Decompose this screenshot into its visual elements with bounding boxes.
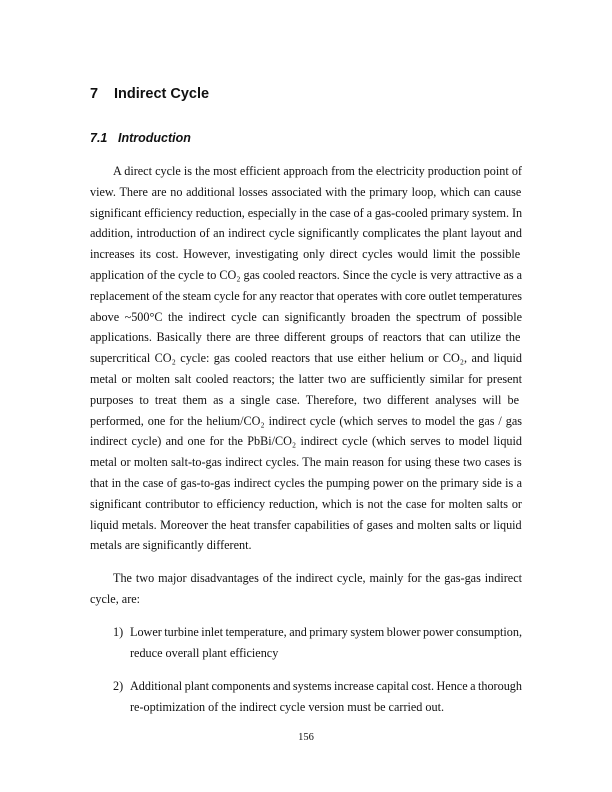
text-line: above ~500°C the indirect cycle can significantly broaden the spectrum of possible [90,309,522,324]
text-line: application of the cycle to CO₂ gas cooled reactors. Since the cycle is very attractive as a [90,268,523,282]
section-title: Introduction [118,131,191,145]
text-line: A direct cycle is the most efficient approach from the electricity production point of [113,164,522,178]
chapter-number: 7 [90,86,99,102]
page-number: 156 [298,732,314,743]
section-number: 7.1 [90,131,108,145]
text-line: replacement of the steam cycle for any reactor that operates with core outlet temperatures [90,288,522,303]
text-line: Additional plant components and systems increase capital cost. Hence a thorough [130,679,522,693]
text-line: metal or molten salt cooled reactors; the latter two are sufficiently similar for present [90,372,522,386]
text-line: performed, one for the helium/CO₂ indirect cycle (which serves to model the gas / gas [90,413,522,428]
chapter-title: Indirect Cycle [114,86,210,102]
text-line: Lower turbine inlet temperature, and primary system blower power consumption, [130,625,522,639]
text-line: metal or molten salt-to-gas indirect cycles. The main reason for using these two cases is [90,455,522,470]
text-line: indirect cycle) and one for the PbBi/CO₂ indirect cycle (which serves to model liquid [90,434,522,449]
text-line: cycle, are: [90,591,141,606]
text-line: increases its cost. However, investigating only direct cycles would limit the possible [90,247,521,262]
text-line: significant efficiency reduction, especially in the case of a gas-cooled primary system. In [90,205,523,220]
list-marker: 2) [113,679,124,693]
text-line: re-optimization of the indirect cycle version must be carried out. [130,699,445,714]
text-line: addition, introduction of an indirect cycle significantly complicates the plant layout and [90,226,522,241]
list-marker: 1) [113,625,124,639]
text-line: metals are significantly different. [90,538,252,553]
text-line: that in the case of gas-to-gas indirect cycles the pumping power on the primary side is a [90,476,522,490]
chapter-heading [90,86,209,102]
text-line: reduce overall plant efficiency [130,645,279,660]
text-line: purposes to treat them as a single case. Therefore, two different analyses will be [90,392,519,407]
section-heading [90,131,191,145]
text-line: The two major disadvantages of the indirect cycle, mainly for the gas-gas indirect [113,571,522,585]
text-line: liquid metals. Moreover the heat transfer capabilities of gases and molten salts or liquid [90,517,522,532]
text-line: applications. Basically there are three different groups of reactors that can utilize the [90,330,521,345]
text-line: view. There are no additional losses associated with the primary loop, which can cause [90,184,522,199]
text-line: supercritical CO₂ cycle: gas cooled reactors that use either helium or CO₂, and liquid [90,351,522,366]
text-line: significant contributor to efficiency reduction, which is not the case for molten salts or [90,496,522,511]
